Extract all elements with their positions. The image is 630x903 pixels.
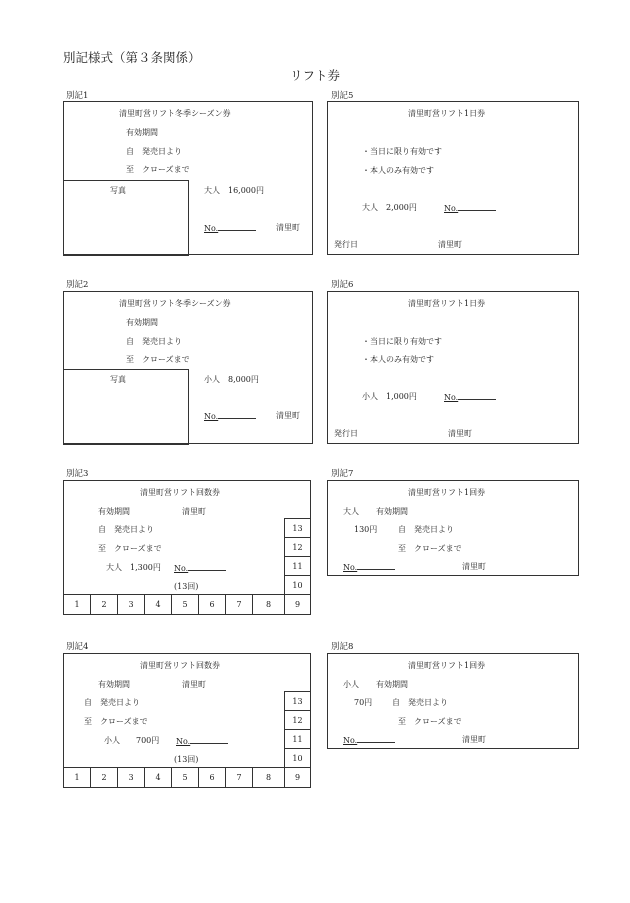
validity-label: 有効期間 <box>376 680 408 689</box>
stub-7: 7 <box>225 767 253 788</box>
serial-no: No. <box>174 562 226 573</box>
stub-9: 9 <box>284 594 311 615</box>
issuer-town: 清里町 <box>276 411 300 420</box>
page-title: リフト券 <box>290 68 341 83</box>
issuer-town: 清里町 <box>462 735 486 744</box>
serial-no: No. <box>176 735 228 746</box>
serial-no: No. <box>444 202 496 213</box>
section-label-3: 別記3 <box>66 469 89 479</box>
validity-label: 有効期間 <box>126 128 158 137</box>
stub-5: 5 <box>171 767 199 788</box>
valid-from: 自 発売日より <box>126 337 182 346</box>
serial-no: No. <box>204 222 256 233</box>
oneday-ticket-child <box>327 291 579 444</box>
validity-label: 有効期間 <box>126 318 158 327</box>
stub-4: 4 <box>144 767 172 788</box>
stub-12: 12 <box>284 537 311 557</box>
ticket-title: 清里町営リフト冬季シーズン券 <box>119 109 231 118</box>
valid-from: 自 発売日より <box>98 525 154 534</box>
serial-no: No. <box>343 734 395 745</box>
photo-box <box>63 180 189 256</box>
section-label-4: 別記4 <box>66 642 89 652</box>
price: 大人 1,300円 <box>106 563 161 572</box>
season-ticket-adult <box>63 101 313 255</box>
valid-to: 至 クローズまで <box>398 544 462 553</box>
note-holder-only: ・本人のみ有効です <box>362 355 434 364</box>
issue-date: 発行日 <box>334 429 358 438</box>
count-label: (13回) <box>174 582 199 591</box>
stub-7: 7 <box>225 594 253 615</box>
stub-6: 6 <box>198 767 226 788</box>
price: 大人 16,000円 <box>204 186 264 195</box>
form-header: 別記様式（第３条関係） <box>63 50 201 65</box>
price: 小人 8,000円 <box>204 375 259 384</box>
section-label-8: 別記8 <box>331 642 354 652</box>
valid-from: 自 発売日より <box>392 698 448 707</box>
child-label: 小人 <box>343 680 359 689</box>
ticket-title: 清里町営リフト1回券 <box>408 661 486 670</box>
serial-no: No. <box>343 561 395 572</box>
stub-4: 4 <box>144 594 172 615</box>
stub-13: 13 <box>284 518 311 538</box>
issuer-town: 清里町 <box>462 562 486 571</box>
stub-3: 3 <box>117 594 145 615</box>
section-label-7: 別記7 <box>331 469 354 479</box>
photo-box <box>63 369 189 445</box>
season-ticket-child <box>63 291 313 444</box>
issuer-town: 清里町 <box>182 507 206 516</box>
stub-8: 8 <box>252 767 285 788</box>
ticket-title: 清里町営リフト1回券 <box>408 488 486 497</box>
issuer-town: 清里町 <box>438 240 462 249</box>
stub-1: 1 <box>63 594 91 615</box>
stub-2: 2 <box>90 594 118 615</box>
ticket-title: 清里町営リフト1日券 <box>408 109 486 118</box>
ticket-title: 清里町営リフト回数券 <box>140 488 220 497</box>
section-label-1: 別記1 <box>66 91 89 101</box>
ticket-title: 清里町営リフト回数券 <box>140 661 220 670</box>
price: 小人 1,000円 <box>362 392 417 401</box>
section-label-5: 別記5 <box>331 91 354 101</box>
stub-10: 10 <box>284 575 311 595</box>
stub-8: 8 <box>252 594 285 615</box>
single-ticket-adult <box>327 480 579 576</box>
issuer-town: 清里町 <box>276 223 300 232</box>
valid-from: 自 発売日より <box>126 147 182 156</box>
issuer-town: 清里町 <box>182 680 206 689</box>
validity-label: 有効期間 <box>376 507 408 516</box>
issue-date: 発行日 <box>334 240 358 249</box>
adult-label: 大人 <box>343 507 359 516</box>
price: 小人 700円 <box>104 736 160 745</box>
issuer-town: 清里町 <box>448 429 472 438</box>
stub-2: 2 <box>90 767 118 788</box>
single-ticket-child <box>327 653 579 749</box>
stub-5: 5 <box>171 594 199 615</box>
stub-1: 1 <box>63 767 91 788</box>
stub-9: 9 <box>284 767 311 788</box>
price: 大人 2,000円 <box>362 203 417 212</box>
valid-to: 至 クローズまで <box>126 355 190 364</box>
stub-10: 10 <box>284 748 311 768</box>
oneday-ticket-adult <box>327 101 579 255</box>
validity-label: 有効期間 <box>98 680 130 689</box>
serial-no: No. <box>204 410 256 421</box>
valid-to: 至 クローズまで <box>98 544 162 553</box>
price: 130円 <box>354 525 378 534</box>
coupon-ticket-child <box>63 653 311 788</box>
valid-from: 自 発売日より <box>84 698 140 707</box>
stub-13: 13 <box>284 691 311 711</box>
stub-6: 6 <box>198 594 226 615</box>
stub-3: 3 <box>117 767 145 788</box>
valid-to: 至 クローズまで <box>84 717 148 726</box>
photo-label: 写真 <box>110 375 126 384</box>
count-label: (13回) <box>174 755 199 764</box>
section-label-6: 別記6 <box>331 280 354 290</box>
note-same-day: ・当日に限り有効です <box>362 147 442 156</box>
valid-to: 至 クローズまで <box>398 717 462 726</box>
coupon-ticket-adult <box>63 480 311 615</box>
note-same-day: ・当日に限り有効です <box>362 337 442 346</box>
validity-label: 有効期間 <box>98 507 130 516</box>
serial-no: No. <box>444 391 496 402</box>
ticket-title: 清里町営リフト冬季シーズン券 <box>119 299 231 308</box>
stub-12: 12 <box>284 710 311 730</box>
stub-11: 11 <box>284 556 311 576</box>
valid-to: 至 クローズまで <box>126 165 190 174</box>
ticket-title: 清里町営リフト1日券 <box>408 299 486 308</box>
section-label-2: 別記2 <box>66 280 89 290</box>
photo-label: 写真 <box>110 186 126 195</box>
valid-from: 自 発売日より <box>398 525 454 534</box>
stub-11: 11 <box>284 729 311 749</box>
note-holder-only: ・本人のみ有効です <box>362 166 434 175</box>
price: 70円 <box>354 698 373 707</box>
